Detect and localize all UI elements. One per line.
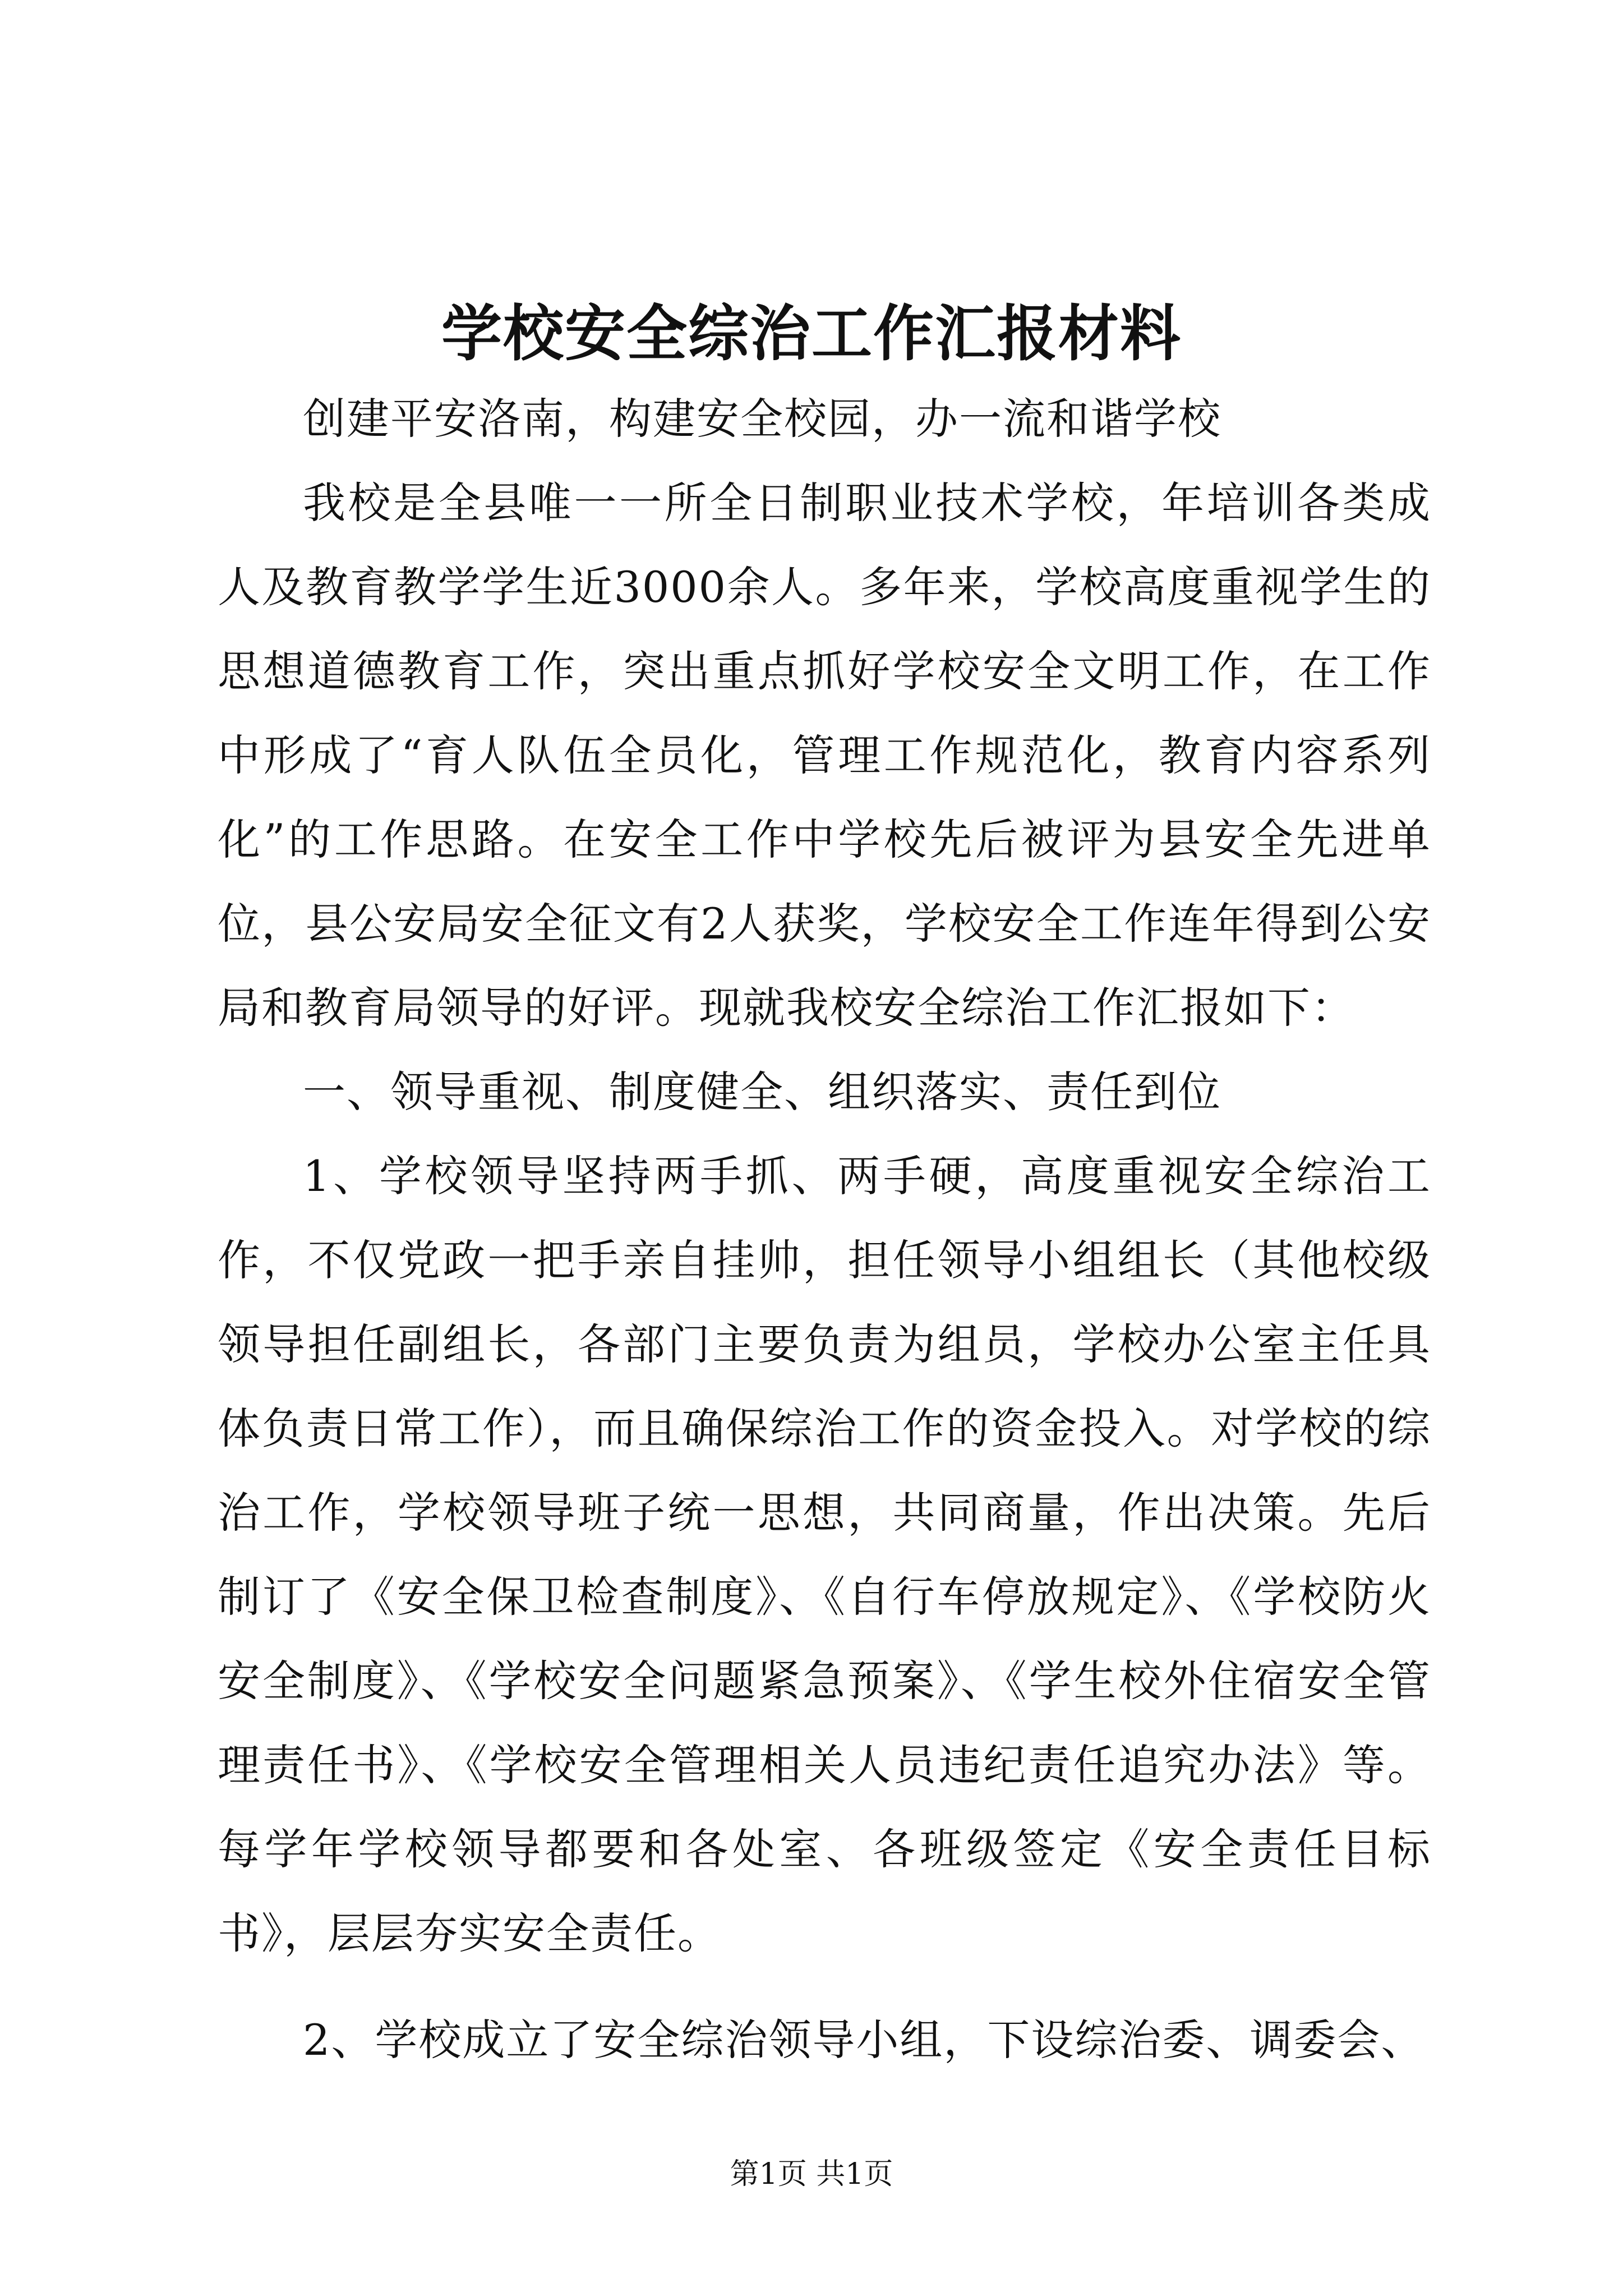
paragraph-item-2: 2、学校成立了安全综治领导小组，下设综治委、调委会、 <box>303 2015 1425 2065</box>
page-number-footer: 第1页 共1页 <box>730 2157 893 2191</box>
paragraph-intro: 我校是全县唯一一所全日制职业技术学校，年培训各类成人及教育教学学生近3000余人。多年来，学校高度重视学生的思想道德教育工作，突出重点抓好学校安全文明工作，在工作中形成了“育人队伍全员化，管理工作规范化，教育内容系列化”的工作思路。在安全工作中学校先后被评为县安全先进单位，县公安局安全征文有2人获奖，学校安全工作连年得到公安局和教育局领导的好评。现就我校安全综治工作汇报如下： <box>218 478 1431 1033</box>
section-heading-1: 一、领导重视、制度健全、组织落实、责任到位 <box>303 1067 1221 1117</box>
paragraph-slogan: 创建平安洛南，构建安全校园，办一流和谐学校 <box>303 394 1221 444</box>
paragraph-item-1: 1、学校领导坚持两手抓、两手硬，高度重视安全综治工作，不仅党政一把手亲自挂帅，担任领导小组组长（其他校级领导担任副组长，各部门主要负责为组员，学校办公室主任具体负责日常工作），而且确保综治工作的资金投入。对学校的综治工作，学校领导班子统一思想，共同商量，作出决策。先后制订了《安全保卫检查制度》、《自行车停放规定》、《学校防火安全制度》、《学校安全问题紧急预案》、《学生校外住宿安全管理责任书》、《学校安全管理相关人员违纪责任追究办法》等。每学年学校领导都要和各处室、各班级签定《安全责任目标书》，层层夯实安全责任。 <box>218 1151 1431 1958</box>
document-body <box>218 377 1431 2082</box>
document-title: 学校安全综治工作汇报材料 <box>441 298 1182 369</box>
